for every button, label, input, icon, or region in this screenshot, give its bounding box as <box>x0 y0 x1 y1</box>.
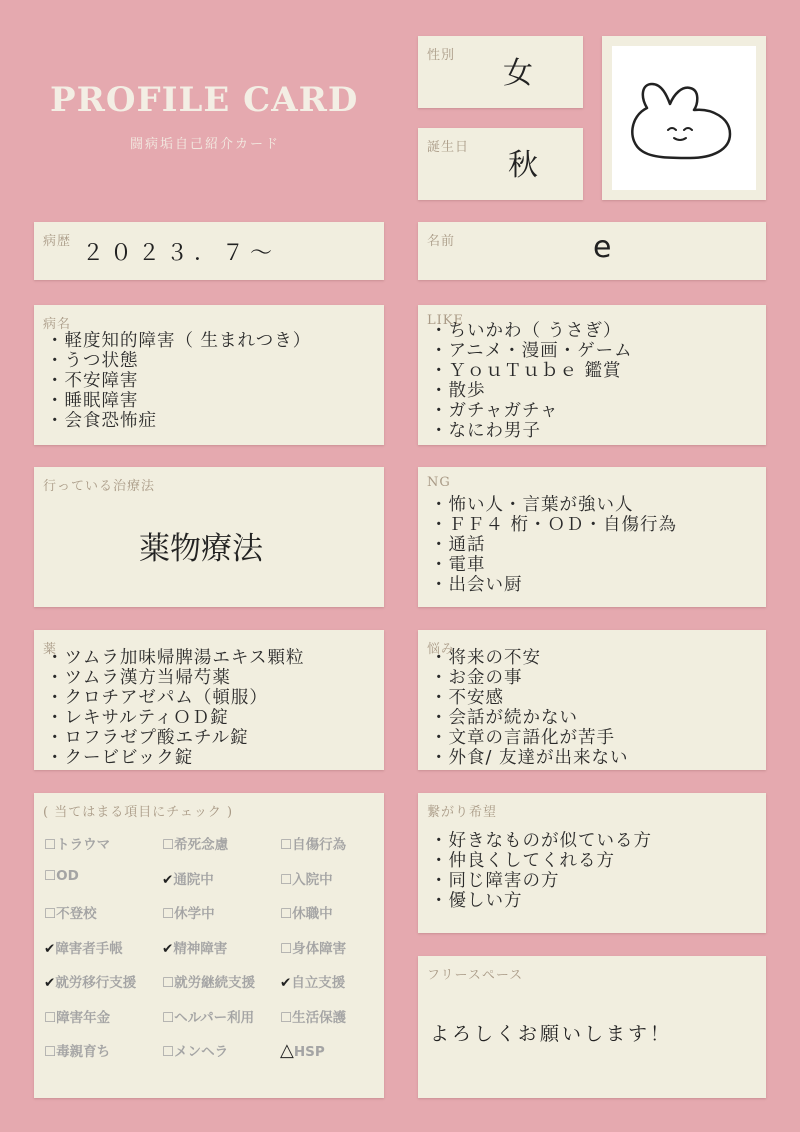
checklist-item[interactable] <box>44 902 97 922</box>
checklist-item[interactable] <box>280 902 333 922</box>
like-list <box>430 321 633 441</box>
page-subtitle: 闘病垢自己紹介カード <box>130 137 281 152</box>
checklist-item-label: 生活保護 <box>292 1009 347 1026</box>
treatment-box <box>34 467 384 607</box>
list-item: ・ 同じ障害の方 <box>430 871 652 891</box>
checkmark-icon[interactable]: ✔ <box>162 940 174 957</box>
checklist-item[interactable] <box>44 833 110 853</box>
checklist-item[interactable] <box>280 1006 346 1026</box>
list-item: ・ ガチャガチャ <box>430 401 633 421</box>
medicine-label: 薬 <box>43 642 58 657</box>
checkbox-icon[interactable]: ☐ <box>162 906 175 922</box>
checklist-item-label: 就労移行支援 <box>55 975 137 991</box>
list-item: ・ 睡眠障害 <box>46 391 311 411</box>
list-item: ・ 電車 <box>430 555 677 575</box>
list-item: ・ 不安障害 <box>46 371 311 391</box>
connect-box <box>418 793 766 933</box>
list-item: ・ 優しい方 <box>430 891 652 911</box>
list-item: ・ 出会い厨 <box>430 575 677 595</box>
checklist-item[interactable] <box>280 868 333 888</box>
connect-list <box>430 831 652 911</box>
checkbox-icon[interactable]: ☐ <box>44 867 57 884</box>
free-space-value: よろしくお願いします！ <box>430 1023 673 1045</box>
checklist-item-label: トラウマ <box>56 837 111 853</box>
ng-box <box>418 467 766 607</box>
checklist-item[interactable] <box>162 833 228 853</box>
checklist-label: ( 当てはまる項目にチェック ) <box>43 805 234 820</box>
checklist-item[interactable] <box>162 1040 228 1060</box>
checklist-item[interactable] <box>44 937 123 957</box>
treatment-label: 行っている治療法 <box>43 479 156 494</box>
bunny-face-icon <box>612 46 756 190</box>
checkbox-icon[interactable]: ☐ <box>162 975 175 991</box>
name-label: 名前 <box>427 234 456 249</box>
list-item: ・ 仲良くしてくれる方 <box>430 851 652 871</box>
sex-label: 性別 <box>427 48 456 63</box>
checklist-item[interactable] <box>280 833 346 853</box>
list-item: ・ 散歩 <box>430 381 633 401</box>
worries-box <box>418 630 766 770</box>
list-item: ・ 会話が続かない <box>430 708 628 728</box>
checklist-item-label: 障害年金 <box>56 1009 111 1026</box>
birthday-value: 秋 <box>508 148 538 183</box>
ng-list <box>430 495 677 595</box>
ng-label: NG <box>427 475 451 490</box>
checklist-item-label: 希死念慮 <box>174 837 229 853</box>
checklist-item[interactable] <box>44 971 136 991</box>
checklist-item[interactable] <box>44 868 79 884</box>
checklist-item[interactable] <box>280 1040 325 1061</box>
checkbox-icon[interactable]: ☐ <box>44 1044 57 1060</box>
checkbox-icon[interactable]: ☐ <box>44 1009 57 1026</box>
like-label: LIKE <box>427 313 464 328</box>
list-item: ・ ちいかわ（ うさぎ） <box>430 321 633 341</box>
list-item: ・ お金の事 <box>430 668 628 688</box>
checklist-item-label: 自立支援 <box>291 975 346 991</box>
list-item: ・ 会食恐怖症 <box>46 411 311 431</box>
checklist-item-label: 就労継続支援 <box>174 975 256 991</box>
checklist-item-label: 毒親育ち <box>56 1044 111 1060</box>
diagnosis-label: 病名 <box>43 317 72 332</box>
list-item: ・ なにわ男子 <box>430 421 633 441</box>
checklist-item-label: 障害者手帳 <box>55 940 123 957</box>
list-item: ・ 通話 <box>430 535 677 555</box>
connect-label: 繋がり希望 <box>427 805 498 820</box>
checklist-item-label: 不登校 <box>56 906 97 922</box>
list-item: ・ ＹｏｕＴｕｂｅ 鑑賞 <box>430 361 633 381</box>
checkmark-icon[interactable]: ✔ <box>44 940 56 957</box>
checklist-item-label: 自傷行為 <box>292 837 347 853</box>
checkbox-icon[interactable]: ☐ <box>280 837 293 853</box>
list-item: ・ ロフラゼプ酸エチル錠 <box>46 728 304 748</box>
checkmark-icon[interactable]: ✔ <box>280 975 292 991</box>
checkbox-icon[interactable]: ☐ <box>44 837 57 853</box>
list-item: ・ 文章の言語化が苦手 <box>430 728 628 748</box>
checklist-item-label: 入院中 <box>292 871 333 888</box>
list-item: ・ ＦＦ４ 桁・ＯＤ・自傷行為 <box>430 515 677 535</box>
avatar <box>612 46 756 190</box>
checklist-item-label: HSP <box>293 1044 325 1060</box>
name-value: e <box>593 230 612 265</box>
checkmark-icon[interactable]: ✔ <box>162 871 174 888</box>
treatment-value: 薬物療法 <box>139 531 263 567</box>
checklist-item[interactable] <box>280 937 346 957</box>
history-label: 病歴 <box>43 234 72 249</box>
medicine-box <box>34 630 384 770</box>
list-item: ・ クービビック錠 <box>46 748 304 768</box>
list-item: ・ レキサルティＯＤ錠 <box>46 708 304 728</box>
diagnosis-box <box>34 305 384 445</box>
checklist-item-label: 身体障害 <box>292 940 347 957</box>
like-box <box>418 305 766 445</box>
free-space-label: フリースペース <box>427 968 524 983</box>
checklist-item[interactable] <box>162 902 215 922</box>
history-box <box>34 222 384 280</box>
checklist-item[interactable] <box>162 1006 254 1026</box>
checklist-item-label: OD <box>56 867 79 884</box>
checklist-item[interactable] <box>44 1006 110 1026</box>
list-item: ・ 好きなものが似ている方 <box>430 831 652 851</box>
page-title: PROFILE CARD <box>50 80 359 120</box>
name-box <box>418 222 766 280</box>
worries-list <box>430 648 628 768</box>
list-item: ・ ツムラ加味帰脾湯エキス顆粒 <box>46 648 304 668</box>
checklist-item-label: 休学中 <box>174 906 215 922</box>
list-item: ・ 外食/ 友達が出来ない <box>430 748 628 768</box>
checklist-box <box>34 793 384 1098</box>
checkbox-icon[interactable]: ☐ <box>280 1009 293 1026</box>
birthday-label: 誕生日 <box>427 140 470 155</box>
list-item: ・ ツムラ漢方当帰芍薬 <box>46 668 304 688</box>
checklist-item[interactable] <box>162 937 227 957</box>
triangle-icon[interactable]: △ <box>280 1040 294 1061</box>
list-item: ・ 不安感 <box>430 688 628 708</box>
sex-box <box>418 36 583 108</box>
list-item: ・ 将来の不安 <box>430 648 628 668</box>
list-item: ・ うつ状態 <box>46 351 311 371</box>
checkbox-icon[interactable]: ☐ <box>162 837 175 853</box>
checkbox-icon[interactable]: ☐ <box>44 906 57 922</box>
history-value: ２０２３．７～ <box>82 241 279 266</box>
diagnosis-list <box>46 331 311 431</box>
checkbox-icon[interactable]: ☐ <box>280 940 293 957</box>
checklist-item[interactable] <box>162 971 255 991</box>
checklist-item-label: 精神障害 <box>173 940 228 957</box>
checkbox-icon[interactable]: ☐ <box>162 1044 175 1060</box>
checklist-item-label: ヘルパー利用 <box>174 1009 255 1026</box>
checklist-item-label: 通院中 <box>173 871 214 888</box>
medicine-list <box>46 648 304 768</box>
checkmark-icon[interactable]: ✔ <box>44 975 56 991</box>
worries-label: 悩み <box>427 642 456 657</box>
list-item: ・ 軽度知的障害（ 生まれつき） <box>46 331 311 351</box>
checkbox-icon[interactable]: ☐ <box>280 906 293 922</box>
sex-value: 女 <box>503 56 533 91</box>
checklist-item[interactable] <box>280 971 345 991</box>
list-item: ・ クロチアゼパム（頓服） <box>46 688 304 708</box>
birthday-box <box>418 128 583 200</box>
avatar-frame <box>602 36 766 200</box>
list-item: ・ 怖い人・言葉が強い人 <box>430 495 677 515</box>
checklist-item[interactable] <box>44 1040 110 1060</box>
checkbox-icon[interactable]: ☐ <box>162 1009 175 1026</box>
free-space-box <box>418 956 766 1098</box>
checklist-item[interactable] <box>162 868 214 888</box>
checklist-item-label: メンヘラ <box>174 1044 229 1060</box>
checklist-item-label: 休職中 <box>292 906 333 922</box>
list-item: ・ アニメ・漫画・ゲーム <box>430 341 633 361</box>
checkbox-icon[interactable]: ☐ <box>280 871 293 888</box>
